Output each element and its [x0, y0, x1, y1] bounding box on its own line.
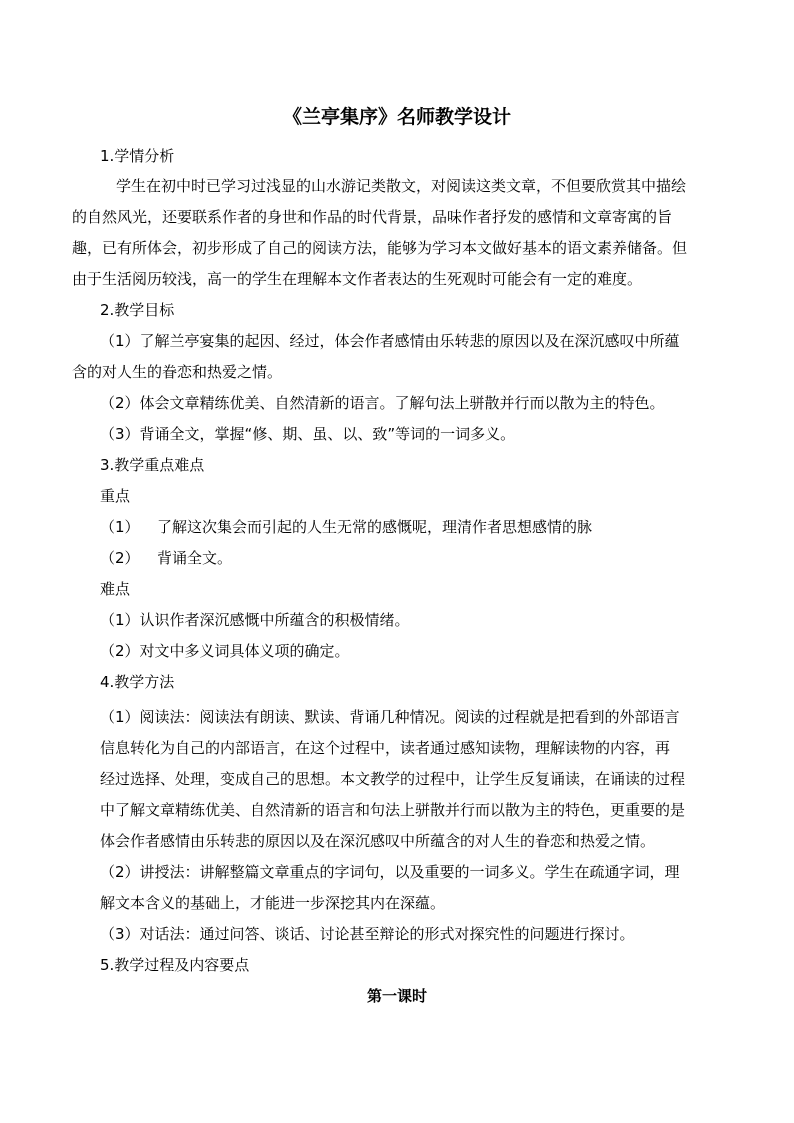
method-1-line: 中了解文章精练优美、自然清新的语言和句法上骈散并行而以散为主的特色，更重要的是	[100, 801, 686, 819]
key-item-2-number: （2）	[100, 549, 140, 567]
method-2-line: 解文本含义的基础上，才能进一步深挖其内在深蕴。	[100, 894, 446, 912]
goal-item-1: （1）了解兰亭宴集的起因、经过，体会作者感情由乐转悲的原因以及在深沉感叹中所蕴	[100, 332, 680, 350]
method-2-line: （2）讲授法：讲解整篇文章重点的字词句，以及重要的一词多义。学生在疏通字词，理	[100, 863, 680, 881]
section-heading-key-difficult: 3.教学重点难点	[100, 456, 205, 474]
difficult-item-2: （2）对文中多义词具体义项的确定。	[100, 642, 350, 660]
method-3-line: （3）对话法：通过问答、谈话、讨论甚至辩论的形式对探究性的问题进行探讨。	[100, 925, 635, 943]
document-title: 《兰亭集序》名师教学设计	[282, 106, 511, 128]
difficult-points-label: 难点	[100, 580, 131, 598]
section-heading-teaching-methods: 4.教学方法	[100, 673, 175, 691]
paragraph-line: 由于生活阅历较浅，高一的学生在理解本文作者表达的生死观时可能会有一定的难度。	[72, 270, 643, 288]
key-item-1-number: （1）	[100, 518, 140, 536]
paragraph-line: 学生在初中时已学习过浅显的山水游记类散文，对阅读这类文章，不但要欣赏其中描绘	[116, 177, 687, 195]
goal-item-1-cont: 含的对人生的眷恋和热爱之情。	[72, 363, 283, 381]
method-1-line: 信息转化为自己的内部语言，在这个过程中，读者通过感知读物，理解读物的内容，再	[100, 739, 671, 757]
key-item-1-text: 了解这次集会而引起的人生无常的感慨呢，理清作者思想感情的脉	[157, 518, 593, 536]
section-heading-teaching-goals: 2.教学目标	[100, 301, 175, 319]
lesson-title: 第一课时	[366, 987, 427, 1005]
goal-item-3: （3）背诵全文，掌握“修、期、虽、以、致”等词的一词多义。	[100, 425, 516, 443]
goal-item-2: （2）体会文章精练优美、自然清新的语言。了解句法上骈散并行而以散为主的特色。	[100, 394, 665, 412]
method-1-line: 体会作者感情由乐转悲的原因以及在深沉感叹中所蕴含的对人生的眷恋和热爱之情。	[100, 832, 656, 850]
key-points-label: 重点	[100, 487, 131, 505]
difficult-item-1: （1）认识作者深沉感慨中所蕴含的积极情绪。	[100, 611, 410, 629]
key-item-2-text: 背诵全文。	[157, 549, 233, 567]
section-heading-learning-analysis: 1.学情分析	[100, 147, 175, 165]
paragraph-line: 趣，已有所体会，初步形成了自己的阅读方法，能够为学习本文做好基本的语文素养储备。但	[72, 239, 688, 257]
method-1-line: （1）阅读法：阅读法有朗读、默读、背诵几种情况。阅读的过程就是把看到的外部语言	[100, 708, 680, 726]
method-1-line: 经过选择、处理，变成自己的思想。本文教学的过程中，让学生反复诵读，在诵读的过程	[100, 770, 686, 788]
section-heading-teaching-process: 5.教学过程及内容要点	[100, 956, 250, 974]
paragraph-line: 的自然风光，还要联系作者的身世和作品的时代背景，品味作者抒发的感情和文章寄寓的旨	[72, 208, 673, 226]
